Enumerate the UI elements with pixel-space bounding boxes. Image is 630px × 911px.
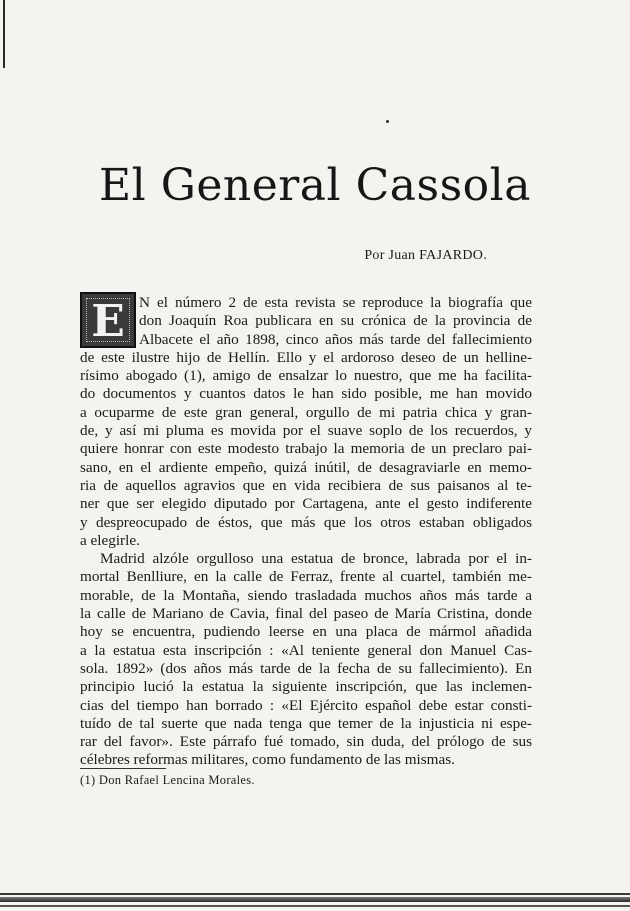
scan-bottom-edge bbox=[0, 905, 630, 907]
scan-bottom-edge bbox=[0, 893, 630, 895]
paragraph-2 bbox=[80, 550, 532, 770]
text-line: principio lució la estatua la siguiente inscripción, que las inclemen- bbox=[80, 678, 532, 696]
text-line: do documentos y cuantos datos le han sido posible, me han movido bbox=[80, 385, 532, 403]
text-line: cias del tiempo han borrado : «El Ejército español debe estar consti- bbox=[80, 696, 532, 714]
paragraph-1 bbox=[80, 294, 532, 550]
text-line: célebres reformas militares, como fundamento de las mismas. bbox=[80, 751, 455, 769]
footnote: (1) Don Rafael Lencina Morales. bbox=[80, 773, 255, 787]
text-line: sano, en el ardiente empeño, quizá inútil, de desagraviarle en memo- bbox=[80, 458, 532, 476]
text-line: a la estatua esta inscripción : «Al teniente general don Manuel Cas- bbox=[80, 641, 532, 659]
scan-bottom-edge bbox=[0, 897, 630, 902]
text-line: ner que ser elegido diputado por Cartagena, ante el gesto indiferente bbox=[80, 495, 532, 513]
text-line: rísimo abogado (1), amigo de ensalzar lo nuestro, que me ha facilita- bbox=[80, 367, 532, 385]
text-line: mortal Benlliure, en la calle de Ferraz, frente al cuartel, también me- bbox=[80, 568, 532, 586]
text-line: don Joaquín Roa publicara en su crónica de la provincia de bbox=[139, 312, 532, 330]
text-line: a elegirle. bbox=[80, 531, 140, 549]
text-line: Albacete el año 1898, cinco años más tarde del fallecimiento bbox=[139, 330, 532, 348]
text-line: de, y así mi pluma es movida por el suave soplo de los recuerdos, y bbox=[80, 422, 532, 440]
page-title: El General Cassola bbox=[99, 160, 531, 211]
text-line: rar del favor». Este párrafo fué tomado, sin duda, del prólogo de sus bbox=[80, 733, 532, 751]
text-line: quiere honrar con este modesto trabajo la memoria de un preclaro pai- bbox=[80, 440, 532, 458]
text-line: ria de aquellos agravios que en vida recibiera de sus paisanos al te- bbox=[80, 476, 532, 494]
text-line: hoy se encuentra, pudiendo leerse en una placa de mármol añadida bbox=[80, 623, 532, 641]
scan-edge-line bbox=[3, 0, 5, 68]
text-line: de este ilustre hijo de Hellín. Ello y el ardoroso deseo de un helline- bbox=[80, 348, 532, 366]
article-body bbox=[80, 294, 532, 770]
text-line: y despreocupado de éstos, que más que los otros estaban obligados bbox=[80, 513, 532, 531]
author-byline: Por Juan FAJARDO. bbox=[364, 248, 487, 263]
text-line: tuído de tal suerte que nada tenga que temer de la injusticia ni espe- bbox=[80, 714, 532, 732]
text-line: N el número 2 de esta revista se reproduce la biografía que bbox=[139, 294, 532, 311]
ink-speck bbox=[386, 120, 389, 123]
text-line: morable, de la Montaña, siendo trasladada muchos años más tarde a bbox=[80, 586, 532, 604]
text-line: sola. 1892» (dos años más tarde de la fecha de su fallecimiento). En bbox=[80, 659, 532, 677]
text-line: a ocuparme de este gran general, orgullo de mi patria chica y gran- bbox=[80, 403, 532, 421]
text-line: la calle de Mariano de Cavia, final del paseo de María Cristina, donde bbox=[80, 605, 532, 623]
text-line: Madrid alzóle orgulloso una estatua de bronce, labrada por el in- bbox=[100, 550, 532, 568]
drop-cap-letter: E bbox=[91, 296, 125, 347]
footnote-rule bbox=[80, 768, 166, 769]
